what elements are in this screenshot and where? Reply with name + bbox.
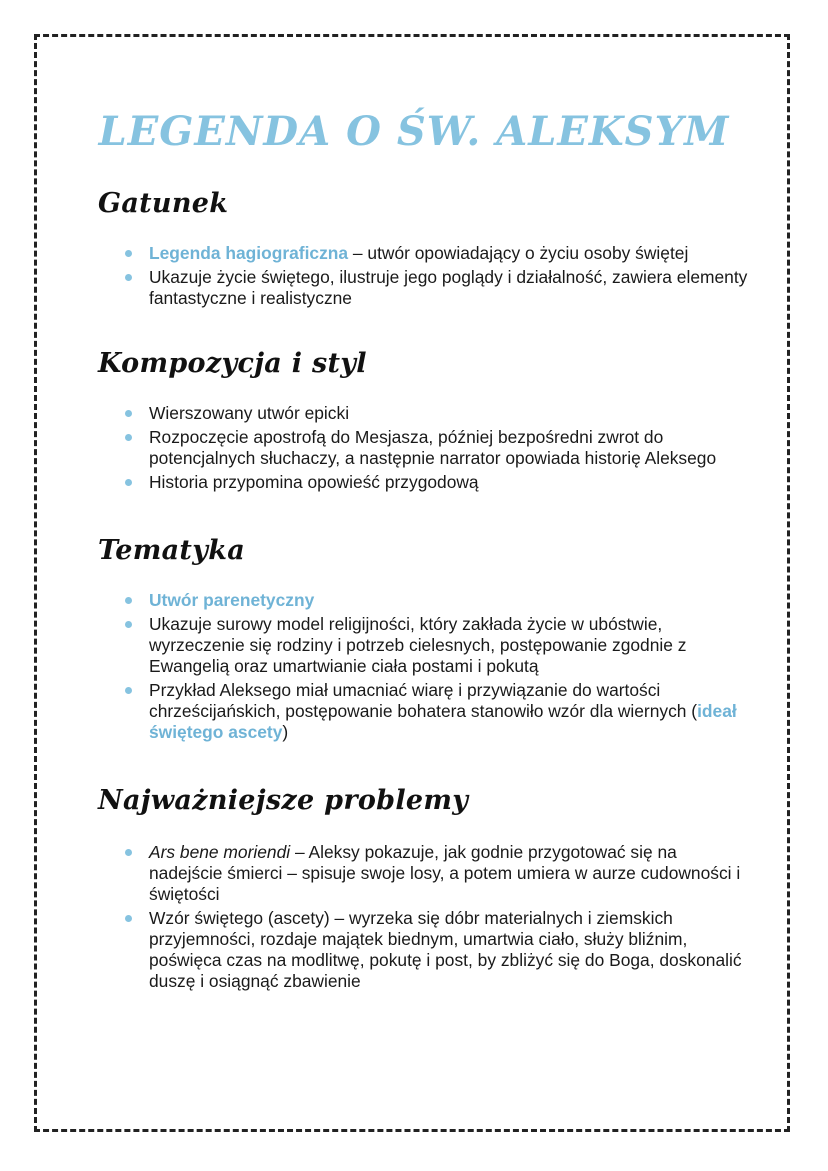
list-item (98, 403, 748, 424)
list-item (98, 908, 748, 992)
italic-term: Ars bene moriendi (149, 842, 291, 862)
item-text: Ukazuje życie świętego, ilustruje jego poglądy i działalność, zawiera elementy fantastyczne i realistyczne (149, 267, 748, 308)
bullet-icon (125, 849, 132, 856)
item-text: Historia przypomina opowieść przygodową (149, 472, 479, 492)
bullet-icon (125, 687, 132, 694)
list-item (98, 427, 748, 469)
list-item (98, 842, 748, 905)
bullet-list (98, 243, 748, 309)
item-text: Wzór świętego (ascety) – wyrzeka się dóbr materialnych i ziemskich przyjemności, rozdaje majątek biednym, umartwia ciało, służy bliźnim, poświęca czas na modlitwę, pokutę i post, by zbliżyć się do Boga, doskonalić duszę i osiągnąć zbawienie (149, 908, 742, 991)
bullet-icon (125, 434, 132, 441)
list-item (98, 590, 748, 611)
section-heading: Gatunek (98, 188, 229, 219)
item-text: – Aleksy pokazuje, jak godnie przygotować się na nadejście śmierci – spisuje swoje losy, a potem umiera w aurze cudowności i świętości (149, 842, 741, 904)
bullet-icon (125, 597, 132, 604)
list-item (98, 472, 748, 493)
highlighted-term: Legenda hagiograficzna (149, 243, 349, 263)
bullet-list (98, 842, 748, 992)
list-item (98, 680, 748, 743)
section-kompozycja (98, 348, 748, 496)
section-gatunek (98, 188, 748, 312)
highlighted-term: ideał świętego ascety (149, 701, 737, 742)
list-item (98, 243, 748, 264)
list-item (98, 267, 748, 309)
bullet-icon (125, 250, 132, 257)
bullet-icon (125, 274, 132, 281)
item-text: Ukazuje surowy model religijności, który zakłada życie w ubóstwie, wyrzeczenie się rodziny i potrzeb cielesnych, postępowanie zgodnie z Ewangelią oraz umartwianie ciała postami i pokutą (149, 614, 687, 676)
bullet-list (98, 403, 748, 493)
highlighted-term: Utwór parenetyczny (149, 590, 315, 610)
section-heading: Najważniejsze problemy (98, 785, 469, 816)
item-text: Przykład Aleksego miał umacniać wiarę i przywiązanie do wartości chrześcijańskich, postępowanie bohatera stanowiło wzór dla wiernych ( (149, 680, 698, 721)
item-text: – utwór opowiadający o życiu osoby świętej (348, 243, 689, 263)
bullet-list (98, 590, 748, 743)
item-text: Wierszowany utwór epicki (149, 403, 350, 423)
bullet-icon (125, 410, 132, 417)
section-problemy (98, 785, 748, 995)
list-item (98, 614, 748, 677)
bullet-icon (125, 915, 132, 922)
section-tematyka (98, 535, 748, 746)
item-text: Rozpoczęcie apostrofą do Mesjasza, później bezpośredni zwrot do potencjalnych słuchaczy, a następnie narrator opowiada historię Aleksego (149, 427, 717, 468)
page-title: LEGENDA O ŚW. ALEKSYM (98, 108, 730, 155)
section-heading: Tematyka (98, 535, 245, 566)
item-text-suffix: ) (282, 722, 289, 742)
bullet-icon (125, 479, 132, 486)
section-heading: Kompozycja i styl (98, 348, 367, 379)
bullet-icon (125, 621, 132, 628)
